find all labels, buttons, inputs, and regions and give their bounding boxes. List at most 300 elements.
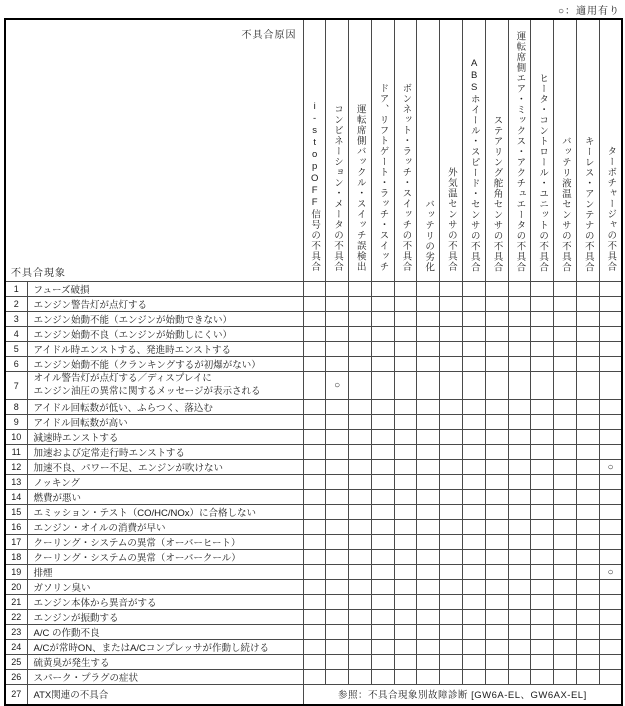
matrix-cell <box>394 490 417 505</box>
matrix-cell <box>531 505 554 520</box>
matrix-cell <box>371 327 394 342</box>
matrix-cell <box>349 595 372 610</box>
table-row <box>5 520 622 535</box>
matrix-cell <box>508 550 531 565</box>
matrix-cell <box>531 400 554 415</box>
row-number: 6 <box>5 357 27 372</box>
matrix-cell <box>440 625 463 640</box>
matrix-cell <box>440 327 463 342</box>
matrix-cell <box>326 400 349 415</box>
matrix-cell <box>463 475 486 490</box>
matrix-cell <box>508 625 531 640</box>
matrix-cell <box>554 282 577 297</box>
matrix-cell <box>463 297 486 312</box>
applicable-mark: ○ <box>599 565 622 580</box>
matrix-cell <box>303 610 326 625</box>
matrix-cell <box>485 342 508 357</box>
matrix-cell <box>440 550 463 565</box>
symptom-cell: クーリング・システムの異常（オーバークール） <box>27 550 303 565</box>
row-number: 4 <box>5 327 27 342</box>
matrix-cell <box>463 550 486 565</box>
matrix-cell <box>508 505 531 520</box>
matrix-cell <box>577 640 600 655</box>
symptom-cell: エンジン・オイルの消費が早い <box>27 520 303 535</box>
table-row <box>5 342 622 357</box>
matrix-cell <box>440 445 463 460</box>
matrix-cell <box>326 475 349 490</box>
row-number: 27 <box>5 685 27 705</box>
matrix-cell <box>303 430 326 445</box>
cause-column-header <box>417 19 440 282</box>
matrix-cell <box>485 520 508 535</box>
matrix-cell <box>485 505 508 520</box>
matrix-cell <box>326 550 349 565</box>
matrix-cell <box>326 520 349 535</box>
matrix-cell <box>417 505 440 520</box>
matrix-cell <box>577 580 600 595</box>
matrix-cell <box>463 312 486 327</box>
cause-header-text: コンビネーション・メータの不具合 <box>331 104 343 272</box>
cause-column-header <box>599 19 622 282</box>
symptom-cell: クーリング・システムの異常（オーバーヒート） <box>27 535 303 550</box>
matrix-cell <box>577 312 600 327</box>
cause-header-text: ステアリング舵角センサの不具合 <box>491 114 503 272</box>
matrix-cell <box>508 430 531 445</box>
matrix-cell <box>326 312 349 327</box>
matrix-cell <box>349 505 372 520</box>
matrix-cell <box>326 580 349 595</box>
table-row <box>5 372 622 400</box>
matrix-cell <box>463 610 486 625</box>
symptom-cell: ATX関連の不具合 <box>27 685 303 705</box>
matrix-cell <box>508 535 531 550</box>
symptom-cell: ガソリン臭い <box>27 580 303 595</box>
matrix-cell <box>554 625 577 640</box>
matrix-cell <box>577 282 600 297</box>
matrix-cell <box>531 342 554 357</box>
matrix-cell <box>440 400 463 415</box>
table-row <box>5 445 622 460</box>
matrix-cell <box>417 430 440 445</box>
matrix-cell <box>371 505 394 520</box>
cause-column-header <box>508 19 531 282</box>
matrix-cell <box>508 327 531 342</box>
row-number: 3 <box>5 312 27 327</box>
matrix-cell <box>417 357 440 372</box>
matrix-cell <box>599 610 622 625</box>
matrix-cell <box>599 357 622 372</box>
matrix-cell <box>371 655 394 670</box>
table-row <box>5 415 622 430</box>
matrix-cell <box>349 460 372 475</box>
matrix-cell <box>303 520 326 535</box>
cause-column-header <box>303 19 326 282</box>
matrix-cell <box>531 655 554 670</box>
matrix-cell <box>371 460 394 475</box>
matrix-cell <box>349 490 372 505</box>
matrix-cell <box>371 670 394 685</box>
matrix-cell <box>531 430 554 445</box>
table-row <box>5 535 622 550</box>
matrix-cell <box>554 640 577 655</box>
matrix-cell <box>440 282 463 297</box>
matrix-cell <box>485 357 508 372</box>
matrix-cell <box>394 445 417 460</box>
matrix-cell <box>394 475 417 490</box>
matrix-cell <box>371 357 394 372</box>
matrix-cell <box>417 342 440 357</box>
symptom-cell: 加速および定常走行時エンストする <box>27 445 303 460</box>
row-number: 14 <box>5 490 27 505</box>
matrix-cell <box>599 312 622 327</box>
row-number: 18 <box>5 550 27 565</box>
cause-header-text: ドア、リフトゲート・ラッチ・スイッチ <box>377 83 389 272</box>
matrix-cell <box>371 297 394 312</box>
matrix-cell <box>577 655 600 670</box>
matrix-cell <box>303 400 326 415</box>
cause-header-text: 外気温センサの不具合 <box>445 167 457 272</box>
matrix-cell <box>508 372 531 400</box>
matrix-cell <box>326 535 349 550</box>
row-number: 15 <box>5 505 27 520</box>
matrix-cell <box>463 655 486 670</box>
matrix-cell <box>599 550 622 565</box>
matrix-cell <box>394 580 417 595</box>
matrix-cell <box>349 550 372 565</box>
matrix-cell <box>577 297 600 312</box>
corner-header-cell <box>5 19 303 282</box>
symptom-text: オイル警告灯が点灯する／ディスプレイに <box>33 373 212 385</box>
matrix-cell <box>349 580 372 595</box>
matrix-cell <box>577 520 600 535</box>
matrix-cell <box>508 312 531 327</box>
matrix-cell <box>440 357 463 372</box>
matrix-cell <box>394 670 417 685</box>
matrix-cell <box>440 655 463 670</box>
matrix-cell <box>508 415 531 430</box>
matrix-cell <box>440 535 463 550</box>
matrix-cell <box>303 282 326 297</box>
matrix-cell <box>577 357 600 372</box>
matrix-cell <box>303 445 326 460</box>
matrix-cell <box>554 655 577 670</box>
matrix-cell <box>440 342 463 357</box>
matrix-cell <box>531 282 554 297</box>
matrix-cell <box>417 312 440 327</box>
matrix-cell <box>463 342 486 357</box>
matrix-cell <box>417 655 440 670</box>
matrix-cell <box>599 415 622 430</box>
matrix-cell <box>303 565 326 580</box>
matrix-cell <box>508 490 531 505</box>
matrix-cell <box>440 640 463 655</box>
row-number: 26 <box>5 670 27 685</box>
matrix-cell <box>577 595 600 610</box>
matrix-cell <box>463 460 486 475</box>
matrix-cell <box>394 565 417 580</box>
row-number: 12 <box>5 460 27 475</box>
matrix-cell <box>417 565 440 580</box>
table-row <box>5 595 622 610</box>
matrix-cell <box>577 445 600 460</box>
symptom-cell: アイドル回転数が低い、ふらつく、落込む <box>27 400 303 415</box>
matrix-cell <box>554 595 577 610</box>
matrix-cell <box>394 297 417 312</box>
matrix-cell <box>531 490 554 505</box>
symptom-cell: エンジン警告灯が点灯する <box>27 297 303 312</box>
matrix-cell <box>440 430 463 445</box>
matrix-cell <box>531 297 554 312</box>
table-row <box>5 475 622 490</box>
matrix-cell <box>394 400 417 415</box>
matrix-cell <box>531 535 554 550</box>
matrix-cell <box>463 327 486 342</box>
matrix-cell <box>485 297 508 312</box>
matrix-cell <box>349 327 372 342</box>
symptom-axis-label: 不具合現象 <box>11 268 66 279</box>
matrix-cell <box>394 610 417 625</box>
cause-header-text: キーレス・アンテナの不具合 <box>582 135 594 272</box>
matrix-cell <box>303 580 326 595</box>
cause-column-header <box>371 19 394 282</box>
row-number: 7 <box>5 372 27 400</box>
matrix-cell <box>554 372 577 400</box>
matrix-cell <box>508 342 531 357</box>
matrix-cell <box>554 490 577 505</box>
matrix-cell <box>371 430 394 445</box>
matrix-cell <box>531 445 554 460</box>
cause-column-header <box>577 19 600 282</box>
matrix-cell <box>417 282 440 297</box>
matrix-cell <box>577 342 600 357</box>
matrix-cell <box>303 415 326 430</box>
matrix-cell <box>303 550 326 565</box>
matrix-cell <box>531 327 554 342</box>
matrix-cell <box>485 655 508 670</box>
table-row <box>5 580 622 595</box>
matrix-cell <box>303 505 326 520</box>
row-number: 1 <box>5 282 27 297</box>
row-number: 13 <box>5 475 27 490</box>
symptom-cell: A/C の作動不良 <box>27 625 303 640</box>
applicable-mark: ○ <box>599 460 622 475</box>
matrix-cell <box>531 475 554 490</box>
matrix-cell <box>554 357 577 372</box>
matrix-cell <box>394 625 417 640</box>
matrix-cell <box>485 312 508 327</box>
row-number: 17 <box>5 535 27 550</box>
matrix-cell <box>554 415 577 430</box>
matrix-cell <box>440 595 463 610</box>
matrix-cell <box>463 445 486 460</box>
matrix-cell <box>303 535 326 550</box>
fault-matrix-table <box>4 18 623 706</box>
matrix-cell <box>349 372 372 400</box>
matrix-cell <box>371 372 394 400</box>
matrix-cell <box>394 535 417 550</box>
matrix-cell <box>326 460 349 475</box>
matrix-cell <box>349 342 372 357</box>
matrix-cell <box>349 670 372 685</box>
cause-column-header <box>485 19 508 282</box>
matrix-cell <box>417 670 440 685</box>
matrix-cell <box>599 327 622 342</box>
matrix-cell <box>599 595 622 610</box>
matrix-cell <box>485 445 508 460</box>
matrix-cell <box>394 415 417 430</box>
matrix-cell <box>577 460 600 475</box>
matrix-cell <box>463 640 486 655</box>
matrix-cell <box>349 430 372 445</box>
matrix-cell <box>485 535 508 550</box>
matrix-cell <box>440 475 463 490</box>
matrix-cell <box>371 580 394 595</box>
cause-column-header <box>326 19 349 282</box>
matrix-cell <box>394 312 417 327</box>
symptom-cell: アイドル時エンストする、発進時エンストする <box>27 342 303 357</box>
matrix-cell <box>303 595 326 610</box>
matrix-cell <box>577 670 600 685</box>
matrix-cell <box>371 475 394 490</box>
matrix-cell <box>326 595 349 610</box>
table-row <box>5 327 622 342</box>
matrix-cell <box>577 372 600 400</box>
row-number: 8 <box>5 400 27 415</box>
table-row <box>5 550 622 565</box>
matrix-cell <box>394 327 417 342</box>
matrix-cell <box>599 640 622 655</box>
matrix-cell <box>463 400 486 415</box>
matrix-cell <box>394 282 417 297</box>
symptom-cell: フューズ破損 <box>27 282 303 297</box>
row-number: 19 <box>5 565 27 580</box>
cause-header-text: ABSホイール・スピード・センサの不具合 <box>468 57 480 272</box>
matrix-cell <box>485 372 508 400</box>
matrix-cell <box>303 670 326 685</box>
matrix-cell <box>417 625 440 640</box>
matrix-cell <box>371 550 394 565</box>
matrix-cell <box>577 475 600 490</box>
matrix-cell <box>554 520 577 535</box>
matrix-cell <box>599 490 622 505</box>
matrix-cell <box>326 327 349 342</box>
matrix-cell <box>371 625 394 640</box>
matrix-cell <box>531 565 554 580</box>
matrix-cell <box>577 430 600 445</box>
matrix-cell <box>554 610 577 625</box>
table-row <box>5 505 622 520</box>
symptom-cell <box>27 372 303 400</box>
matrix-cell <box>577 400 600 415</box>
matrix-cell <box>577 565 600 580</box>
matrix-cell <box>531 372 554 400</box>
matrix-cell <box>440 565 463 580</box>
matrix-cell <box>349 357 372 372</box>
symptom-cell: 燃費が悪い <box>27 490 303 505</box>
matrix-cell <box>463 372 486 400</box>
applicable-mark: ○ <box>326 372 349 400</box>
matrix-cell <box>531 415 554 430</box>
matrix-cell <box>485 670 508 685</box>
matrix-cell <box>303 372 326 400</box>
matrix-cell <box>371 445 394 460</box>
matrix-cell <box>349 445 372 460</box>
matrix-cell <box>485 430 508 445</box>
cause-column-header <box>394 19 417 282</box>
matrix-cell <box>349 475 372 490</box>
symptom-cell: 硫黄臭が発生する <box>27 655 303 670</box>
matrix-cell <box>303 640 326 655</box>
matrix-cell <box>577 327 600 342</box>
matrix-cell <box>463 535 486 550</box>
matrix-cell <box>531 625 554 640</box>
table-row <box>5 297 622 312</box>
matrix-cell <box>303 475 326 490</box>
matrix-cell <box>371 490 394 505</box>
matrix-cell <box>371 595 394 610</box>
matrix-cell <box>303 625 326 640</box>
reference-cell: 参照：不具合現象別故障診断 [GW6A-EL、GW6AX-EL] <box>303 685 622 705</box>
matrix-cell <box>417 580 440 595</box>
symptom-cell: スパーク・プラグの症状 <box>27 670 303 685</box>
matrix-cell <box>485 565 508 580</box>
matrix-cell <box>554 312 577 327</box>
symptom-cell: A/Cが常時ON、またはA/Cコンプレッサが作動し続ける <box>27 640 303 655</box>
table-row <box>5 400 622 415</box>
matrix-cell <box>463 595 486 610</box>
matrix-cell <box>577 550 600 565</box>
matrix-cell <box>508 475 531 490</box>
matrix-cell <box>440 312 463 327</box>
matrix-cell <box>463 415 486 430</box>
symptom-cell: エミッション・テスト（CO/HC/NOx）に合格しない <box>27 505 303 520</box>
matrix-cell <box>599 445 622 460</box>
matrix-cell <box>599 580 622 595</box>
matrix-cell <box>326 490 349 505</box>
matrix-cell <box>440 610 463 625</box>
matrix-cell <box>531 595 554 610</box>
matrix-cell <box>577 625 600 640</box>
matrix-cell <box>485 475 508 490</box>
legend-note: ○：適用有り <box>557 6 620 17</box>
matrix-cell <box>508 565 531 580</box>
matrix-cell <box>394 460 417 475</box>
matrix-cell <box>554 670 577 685</box>
cause-header-text: ターボチャージャの不具合 <box>605 146 617 272</box>
matrix-cell <box>371 520 394 535</box>
symptom-cell: エンジン始動不良（エンジンが始動しにくい） <box>27 327 303 342</box>
matrix-cell <box>599 625 622 640</box>
matrix-cell <box>440 460 463 475</box>
cause-column-header <box>440 19 463 282</box>
matrix-cell <box>371 400 394 415</box>
matrix-cell <box>485 595 508 610</box>
matrix-cell <box>463 625 486 640</box>
matrix-cell <box>599 342 622 357</box>
matrix-cell <box>394 520 417 535</box>
symptom-cell: 排煙 <box>27 565 303 580</box>
row-number: 9 <box>5 415 27 430</box>
header-row <box>5 19 622 282</box>
matrix-cell <box>508 595 531 610</box>
matrix-cell <box>485 610 508 625</box>
matrix-cell <box>508 357 531 372</box>
matrix-cell <box>417 372 440 400</box>
symptom-cell: ノッキング <box>27 475 303 490</box>
matrix-cell <box>417 460 440 475</box>
matrix-cell <box>577 610 600 625</box>
matrix-cell <box>349 535 372 550</box>
